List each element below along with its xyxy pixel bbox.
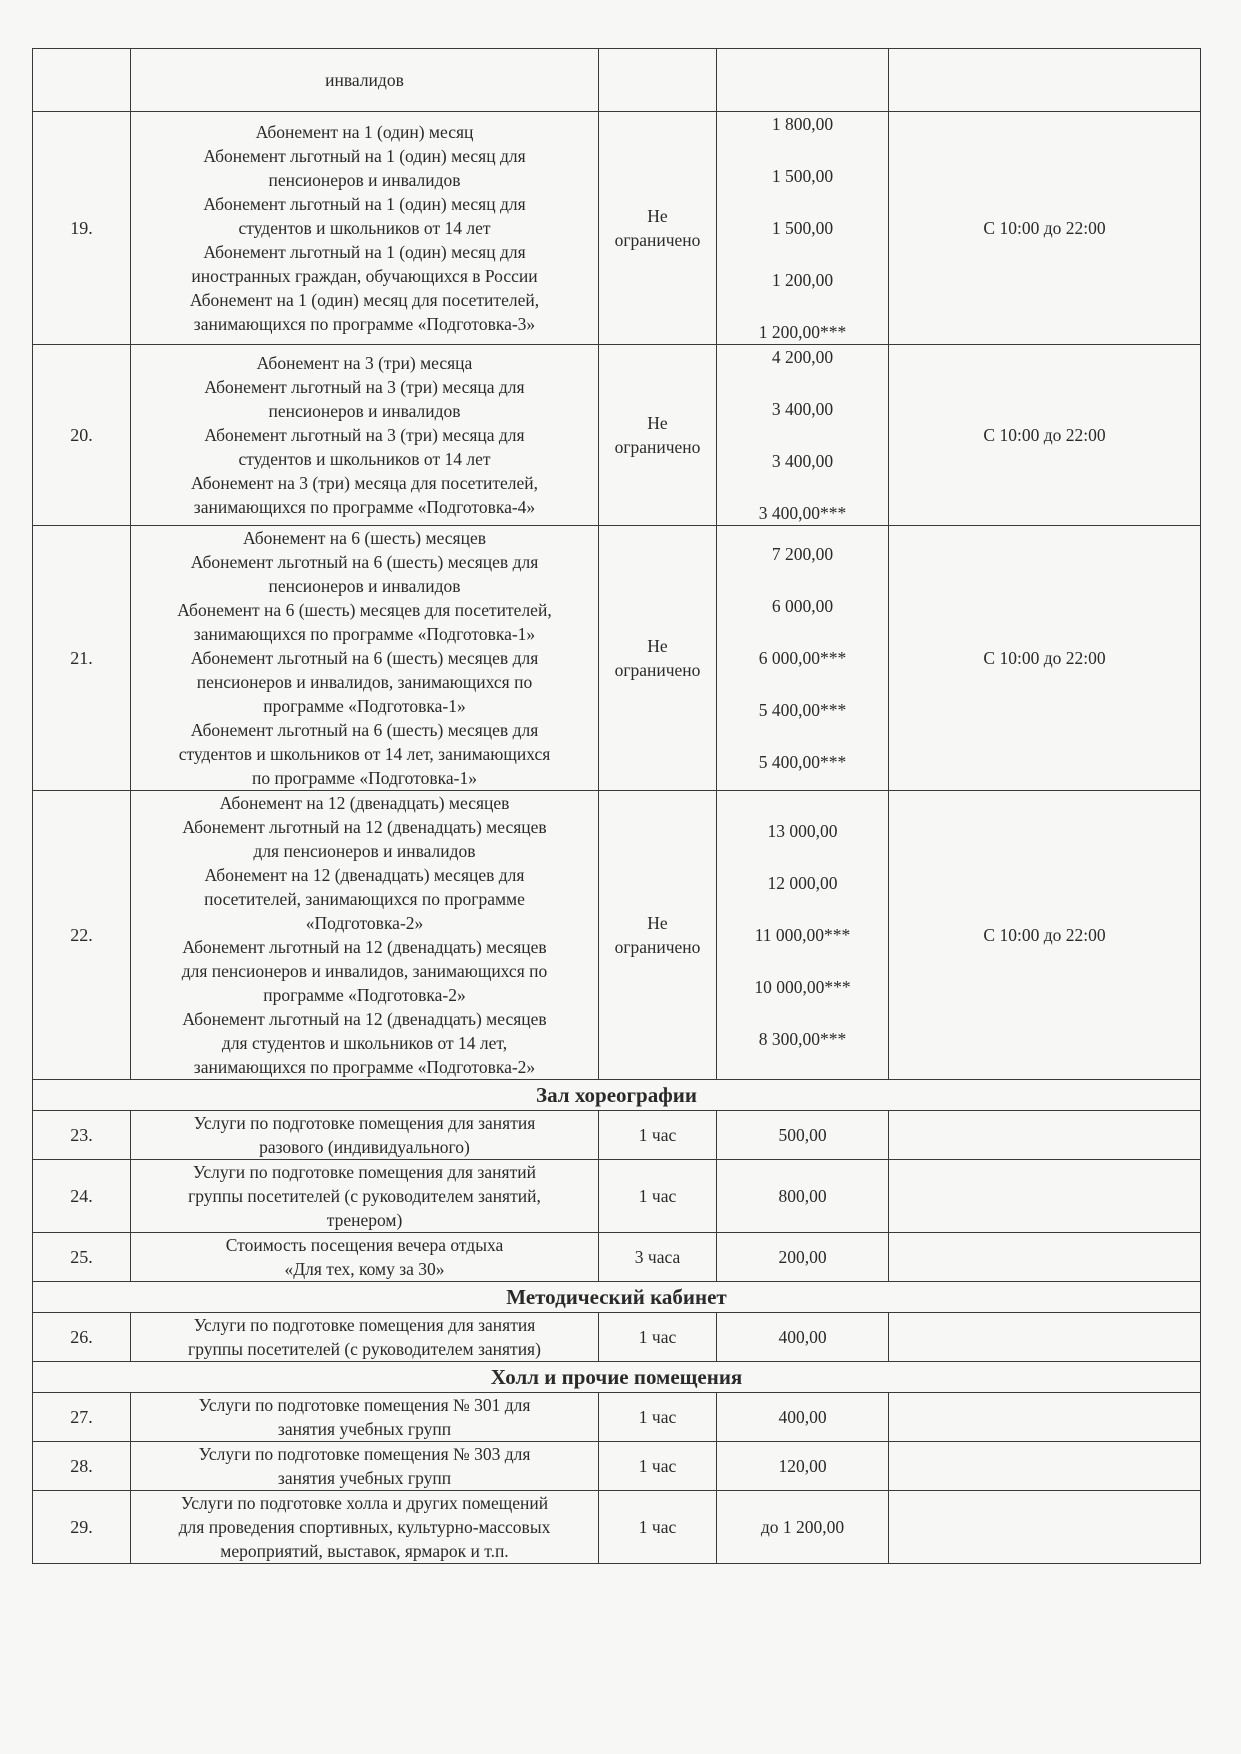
quantity-cell	[599, 49, 717, 112]
table-row	[33, 1313, 1201, 1362]
description-line: Абонемент льготный на 1 (один) месяц для	[203, 242, 526, 262]
row-number: 22.	[33, 791, 131, 1080]
service-description	[131, 1233, 599, 1282]
price-value: до 1 200,00	[717, 1491, 889, 1564]
price-value: 200,00	[717, 1233, 889, 1282]
working-hours: С 10:00 до 22:00	[889, 791, 1201, 1080]
description-line: для пенсионеров и инвалидов, занимающихся по	[181, 961, 548, 981]
price-value: 120,00	[717, 1442, 889, 1491]
table-row	[33, 526, 1201, 791]
description-line: для проведения спортивных, культурно-массовых	[178, 1517, 551, 1537]
price-value: 3 400,00	[771, 451, 834, 471]
description-line: по программе «Подготовка-1»	[252, 768, 477, 788]
section-header	[33, 1362, 1201, 1393]
price-value: 5 400,00***	[758, 700, 847, 720]
table-row	[33, 1233, 1201, 1282]
description-line: группы посетителей (с руководителем занятия)	[188, 1339, 541, 1359]
description-line: Абонемент льготный на 12 (двенадцать) месяцев	[182, 817, 547, 837]
service-description	[131, 526, 599, 791]
description-line: группы посетителей (с руководителем занятий,	[188, 1186, 541, 1206]
section-title: Холл и прочие помещения	[33, 1362, 1201, 1393]
service-description	[131, 1491, 599, 1564]
table-row	[33, 1442, 1201, 1491]
price-value: 11 000,00***	[754, 925, 851, 945]
working-hours: С 10:00 до 22:00	[889, 526, 1201, 791]
description-line: мероприятий, выставок, ярмарок и т.п.	[220, 1541, 509, 1561]
working-hours	[889, 1233, 1201, 1282]
working-hours	[889, 1111, 1201, 1160]
price-value: 12 000,00	[767, 873, 838, 893]
price-value: 1 200,00***	[758, 322, 847, 342]
row-number: 24.	[33, 1160, 131, 1233]
section-title: Методический кабинет	[33, 1282, 1201, 1313]
price-list	[717, 526, 889, 791]
description-line: Абонемент льготный на 3 (три) месяца для	[204, 377, 525, 397]
quantity-cell: 1 час	[599, 1442, 717, 1491]
row-number: 20.	[33, 345, 131, 526]
price-value: 400,00	[717, 1393, 889, 1442]
description-line: студентов и школьников от 14 лет	[238, 218, 491, 238]
row-number: 27.	[33, 1393, 131, 1442]
description-line: Абонемент льготный на 12 (двенадцать) месяцев	[182, 937, 547, 957]
price-value: 400,00	[717, 1313, 889, 1362]
working-hours	[889, 1313, 1201, 1362]
description-line: Абонемент льготный на 1 (один) месяц для	[203, 194, 526, 214]
price-value: 4 200,00	[771, 347, 834, 367]
description-line: Абонемент на 1 (один) месяц для посетителей,	[189, 290, 540, 310]
description-line: Абонемент льготный на 6 (шесть) месяцев для	[190, 552, 539, 572]
description-line: разового (индивидуального)	[259, 1137, 470, 1157]
working-hours	[889, 1160, 1201, 1233]
description-line: Абонемент льготный на 12 (двенадцать) месяцев	[182, 1009, 547, 1029]
section-title: Зал хореографии	[33, 1080, 1201, 1111]
quantity-cell: 1 час	[599, 1313, 717, 1362]
row-number: 21.	[33, 526, 131, 791]
quantity-cell: Не ограничено	[599, 345, 717, 526]
description-line: Стоимость посещения вечера отдыха	[225, 1235, 504, 1255]
service-description	[131, 1160, 599, 1233]
price-value: 3 400,00***	[758, 503, 847, 523]
description-line: занимающихся по программе «Подготовка-2»	[193, 1057, 536, 1077]
table-row	[33, 112, 1201, 345]
description-line: Абонемент на 3 (три) месяца	[256, 353, 473, 373]
table-row	[33, 49, 1201, 112]
description-line: тренером)	[326, 1210, 403, 1230]
description-line: Абонемент льготный на 1 (один) месяц для	[203, 146, 526, 166]
quantity-cell: Не ограничено	[599, 112, 717, 345]
price-list	[717, 49, 889, 112]
description-line: Абонемент льготный на 6 (шесть) месяцев для	[190, 720, 539, 740]
working-hours	[889, 1393, 1201, 1442]
quantity-cell: 3 часа	[599, 1233, 717, 1282]
description-line: Абонемент на 3 (три) месяца для посетителей,	[190, 473, 539, 493]
description-line: Абонемент на 12 (двенадцать) месяцев для	[204, 865, 525, 885]
service-description	[131, 1313, 599, 1362]
service-description	[131, 1111, 599, 1160]
description-line: занимающихся по программе «Подготовка-3»	[193, 314, 536, 334]
description-line: пенсионеров и инвалидов, занимающихся по	[196, 672, 533, 692]
price-value: 800,00	[717, 1160, 889, 1233]
quantity-cell: 1 час	[599, 1393, 717, 1442]
quantity-cell: Не ограничено	[599, 791, 717, 1080]
description-line: Услуги по подготовке помещения № 301 для	[198, 1395, 531, 1415]
price-value: 1 500,00	[771, 218, 834, 238]
price-value: 6 000,00	[771, 596, 834, 616]
price-value: 13 000,00	[767, 821, 838, 841]
working-hours: С 10:00 до 22:00	[889, 345, 1201, 526]
price-value: 8 300,00***	[758, 1029, 847, 1049]
description-line: Услуги по подготовке помещения № 303 для	[198, 1444, 531, 1464]
row-number: 25.	[33, 1233, 131, 1282]
description-line: Абонемент на 6 (шесть) месяцев для посетителей,	[177, 600, 552, 620]
description-line: для пенсионеров и инвалидов	[253, 841, 476, 861]
price-list	[717, 345, 889, 526]
description-line: посетителей, занимающихся по программе	[204, 889, 525, 909]
quantity-cell: 1 час	[599, 1160, 717, 1233]
price-value: 500,00	[717, 1111, 889, 1160]
description-line: программе «Подготовка-1»	[263, 696, 466, 716]
service-description	[131, 791, 599, 1080]
working-hours	[889, 1491, 1201, 1564]
description-line: Услуги по подготовке помещения для занятий	[193, 1162, 536, 1182]
service-description	[131, 1442, 599, 1491]
table-row	[33, 1491, 1201, 1564]
description-line: инвалидов	[325, 70, 404, 90]
table-row	[33, 345, 1201, 526]
working-hours	[889, 1442, 1201, 1491]
description-line: «Подготовка-2»	[305, 913, 424, 933]
service-description	[131, 112, 599, 345]
description-line: Услуги по подготовке помещения для занятия	[193, 1113, 536, 1133]
price-value: 1 800,00	[771, 114, 834, 134]
table-row	[33, 1111, 1201, 1160]
quantity-cell: Не ограничено	[599, 526, 717, 791]
row-number: 23.	[33, 1111, 131, 1160]
description-line: Услуги по подготовке холла и других помещений	[180, 1493, 549, 1513]
working-hours: С 10:00 до 22:00	[889, 112, 1201, 345]
price-table-body	[33, 49, 1201, 1564]
row-number: 29.	[33, 1491, 131, 1564]
price-list	[717, 791, 889, 1080]
description-line: программе «Подготовка-2»	[263, 985, 466, 1005]
description-line: Абонемент льготный на 3 (три) месяца для	[204, 425, 525, 445]
description-line: Абонемент на 1 (один) месяц	[255, 122, 474, 142]
price-value: 7 200,00	[771, 544, 834, 564]
description-line: занятия учебных групп	[277, 1468, 452, 1488]
description-line: пенсионеров и инвалидов	[268, 170, 461, 190]
quantity-cell: 1 час	[599, 1111, 717, 1160]
price-value: 1 200,00	[771, 270, 834, 290]
price-table	[32, 48, 1201, 1564]
working-hours	[889, 49, 1201, 112]
quantity-cell: 1 час	[599, 1491, 717, 1564]
description-line: пенсионеров и инвалидов	[268, 401, 461, 421]
description-line: Абонемент льготный на 6 (шесть) месяцев для	[190, 648, 539, 668]
description-line: иностранных граждан, обучающихся в России	[191, 266, 538, 286]
service-description	[131, 49, 599, 112]
row-number: 19.	[33, 112, 131, 345]
table-row	[33, 791, 1201, 1080]
description-line: Услуги по подготовке помещения для занятия	[193, 1315, 536, 1335]
description-line: Абонемент на 6 (шесть) месяцев	[243, 528, 486, 548]
section-header	[33, 1080, 1201, 1111]
service-description	[131, 345, 599, 526]
row-number: 28.	[33, 1442, 131, 1491]
section-header	[33, 1282, 1201, 1313]
description-line: Абонемент на 12 (двенадцать) месяцев	[219, 793, 510, 813]
description-line: занимающихся по программе «Подготовка-1»	[193, 624, 536, 644]
table-row	[33, 1160, 1201, 1233]
price-value: 5 400,00***	[758, 752, 847, 772]
price-value: 6 000,00***	[758, 648, 847, 668]
description-line: пенсионеров и инвалидов	[268, 576, 461, 596]
description-line: для студентов и школьников от 14 лет,	[221, 1033, 508, 1053]
description-line: занятия учебных групп	[277, 1419, 452, 1439]
price-value: 1 500,00	[771, 166, 834, 186]
table-row	[33, 1393, 1201, 1442]
service-description	[131, 1393, 599, 1442]
row-number: 26.	[33, 1313, 131, 1362]
description-line: студентов и школьников от 14 лет	[238, 449, 491, 469]
price-value: 10 000,00***	[754, 977, 851, 997]
price-value: 3 400,00	[771, 399, 834, 419]
description-line: студентов и школьников от 14 лет, занимающихся	[178, 744, 551, 764]
row-number	[33, 49, 131, 112]
price-list	[717, 112, 889, 345]
description-line: «Для тех, кому за 30»	[284, 1259, 445, 1279]
description-line: занимающихся по программе «Подготовка-4»	[193, 497, 536, 517]
